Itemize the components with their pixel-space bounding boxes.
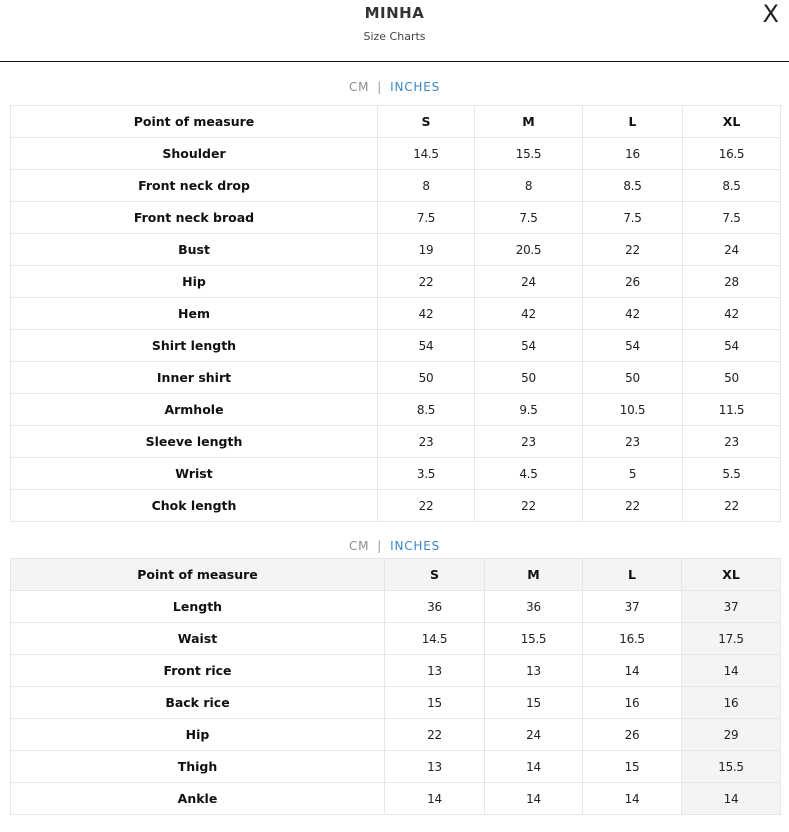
measure-value: 15.5 bbox=[475, 138, 583, 170]
unit-inches-link[interactable]: INCHES bbox=[390, 80, 441, 94]
measure-value: 54 bbox=[683, 330, 781, 362]
measure-value: 22 bbox=[583, 234, 683, 266]
measure-value: 14 bbox=[485, 751, 583, 783]
table-row bbox=[11, 719, 781, 751]
measure-value: 15 bbox=[485, 687, 583, 719]
measure-value: 28 bbox=[683, 266, 781, 298]
measure-value: 10.5 bbox=[583, 394, 683, 426]
measure-value: 42 bbox=[475, 298, 583, 330]
table-row bbox=[11, 490, 781, 522]
column-header-size: L bbox=[583, 559, 682, 591]
modal-header bbox=[0, 0, 789, 62]
measure-value: 19 bbox=[378, 234, 475, 266]
measure-value: 23 bbox=[475, 426, 583, 458]
measure-value: 36 bbox=[485, 591, 583, 623]
table-row bbox=[11, 623, 781, 655]
measure-value: 16 bbox=[583, 138, 683, 170]
table-row bbox=[11, 687, 781, 719]
page-subtitle: Size Charts bbox=[363, 30, 426, 43]
measure-value: 7.5 bbox=[378, 202, 475, 234]
measure-value: 15 bbox=[583, 751, 682, 783]
measure-value: 13 bbox=[385, 751, 485, 783]
table-row bbox=[11, 202, 781, 234]
column-header-size: M bbox=[475, 106, 583, 138]
measure-value: 8 bbox=[475, 170, 583, 202]
measure-label: Inner shirt bbox=[11, 362, 378, 394]
column-header-measure: Point of measure bbox=[11, 106, 378, 138]
measure-value: 22 bbox=[378, 266, 475, 298]
table-row bbox=[11, 655, 781, 687]
unit-cm-link[interactable]: CM bbox=[348, 539, 370, 553]
table-row bbox=[11, 266, 781, 298]
measure-value: 15 bbox=[385, 687, 485, 719]
measure-label: Front neck broad bbox=[11, 202, 378, 234]
measure-value: 26 bbox=[583, 719, 682, 751]
measure-value: 15.5 bbox=[485, 623, 583, 655]
measure-label: Thigh bbox=[11, 751, 385, 783]
measure-value: 4.5 bbox=[475, 458, 583, 490]
unit-toggle bbox=[0, 75, 789, 99]
measure-value: 8 bbox=[378, 170, 475, 202]
measure-label: Bust bbox=[11, 234, 378, 266]
measure-value: 15.5 bbox=[682, 751, 781, 783]
measure-value: 14 bbox=[682, 655, 781, 687]
measure-label: Hem bbox=[11, 298, 378, 330]
measure-value: 14 bbox=[583, 655, 682, 687]
measure-value: 8.5 bbox=[683, 170, 781, 202]
column-header-measure: Point of measure bbox=[11, 559, 385, 591]
size-chart-table-bottom bbox=[10, 558, 781, 815]
table-row bbox=[11, 362, 781, 394]
measure-value: 14.5 bbox=[385, 623, 485, 655]
unit-inches-link[interactable]: INCHES bbox=[390, 539, 441, 553]
size-chart-table-top bbox=[10, 105, 781, 522]
measure-value: 24 bbox=[485, 719, 583, 751]
unit-separator: | bbox=[377, 539, 383, 553]
measure-label: Armhole bbox=[11, 394, 378, 426]
measure-value: 23 bbox=[583, 426, 683, 458]
measure-label: Length bbox=[11, 591, 385, 623]
close-icon[interactable]: X bbox=[762, 0, 779, 28]
unit-toggle bbox=[0, 534, 789, 558]
measure-value: 5.5 bbox=[683, 458, 781, 490]
measure-value: 42 bbox=[583, 298, 683, 330]
column-header-size: M bbox=[485, 559, 583, 591]
measure-value: 16.5 bbox=[583, 623, 682, 655]
measure-value: 22 bbox=[385, 719, 485, 751]
table-row bbox=[11, 458, 781, 490]
measure-value: 24 bbox=[683, 234, 781, 266]
table-row bbox=[11, 591, 781, 623]
measure-value: 7.5 bbox=[475, 202, 583, 234]
table-row bbox=[11, 298, 781, 330]
measure-value: 9.5 bbox=[475, 394, 583, 426]
measure-value: 14.5 bbox=[378, 138, 475, 170]
measure-value: 24 bbox=[475, 266, 583, 298]
measure-value: 13 bbox=[385, 655, 485, 687]
measure-value: 13 bbox=[485, 655, 583, 687]
measure-value: 22 bbox=[583, 490, 683, 522]
measure-label: Chok length bbox=[11, 490, 378, 522]
measure-value: 54 bbox=[378, 330, 475, 362]
table-row bbox=[11, 783, 781, 815]
measure-label: Front neck drop bbox=[11, 170, 378, 202]
measure-value: 26 bbox=[583, 266, 683, 298]
measure-label: Shoulder bbox=[11, 138, 378, 170]
measure-label: Wrist bbox=[11, 458, 378, 490]
measure-value: 36 bbox=[385, 591, 485, 623]
table-row bbox=[11, 138, 781, 170]
measure-value: 22 bbox=[475, 490, 583, 522]
table-row bbox=[11, 170, 781, 202]
column-header-size: L bbox=[583, 106, 683, 138]
measure-value: 14 bbox=[682, 783, 781, 815]
brand-title: MINHA bbox=[364, 4, 425, 22]
measure-value: 22 bbox=[683, 490, 781, 522]
measure-value: 54 bbox=[475, 330, 583, 362]
measure-value: 50 bbox=[378, 362, 475, 394]
table-header-row bbox=[11, 106, 781, 138]
measure-value: 20.5 bbox=[475, 234, 583, 266]
measure-value: 11.5 bbox=[683, 394, 781, 426]
measure-label: Front rice bbox=[11, 655, 385, 687]
measure-value: 17.5 bbox=[682, 623, 781, 655]
measure-value: 50 bbox=[475, 362, 583, 394]
table-row bbox=[11, 234, 781, 266]
measure-value: 14 bbox=[485, 783, 583, 815]
measure-value: 42 bbox=[378, 298, 475, 330]
measure-value: 29 bbox=[682, 719, 781, 751]
measure-value: 37 bbox=[682, 591, 781, 623]
measure-value: 50 bbox=[583, 362, 683, 394]
column-header-size: S bbox=[385, 559, 485, 591]
table-row bbox=[11, 394, 781, 426]
measure-label: Back rice bbox=[11, 687, 385, 719]
measure-value: 3.5 bbox=[378, 458, 475, 490]
measure-value: 50 bbox=[683, 362, 781, 394]
measure-value: 8.5 bbox=[583, 170, 683, 202]
measure-value: 7.5 bbox=[683, 202, 781, 234]
measure-label: Hip bbox=[11, 266, 378, 298]
table-row bbox=[11, 751, 781, 783]
measure-label: Sleeve length bbox=[11, 426, 378, 458]
measure-label: Hip bbox=[11, 719, 385, 751]
measure-label: Waist bbox=[11, 623, 385, 655]
table-row bbox=[11, 426, 781, 458]
measure-label: Shirt length bbox=[11, 330, 378, 362]
measure-value: 8.5 bbox=[378, 394, 475, 426]
measure-value: 16 bbox=[682, 687, 781, 719]
measure-value: 23 bbox=[378, 426, 475, 458]
measure-value: 16 bbox=[583, 687, 682, 719]
measure-value: 5 bbox=[583, 458, 683, 490]
column-header-size: S bbox=[378, 106, 475, 138]
measure-value: 14 bbox=[583, 783, 682, 815]
measure-value: 16.5 bbox=[683, 138, 781, 170]
table-header-row bbox=[11, 559, 781, 591]
measure-label: Ankle bbox=[11, 783, 385, 815]
measure-value: 14 bbox=[385, 783, 485, 815]
unit-separator: | bbox=[377, 80, 383, 94]
measure-value: 7.5 bbox=[583, 202, 683, 234]
measure-value: 22 bbox=[378, 490, 475, 522]
table-row bbox=[11, 330, 781, 362]
measure-value: 42 bbox=[683, 298, 781, 330]
measure-value: 23 bbox=[683, 426, 781, 458]
measure-value: 54 bbox=[583, 330, 683, 362]
column-header-size: XL bbox=[682, 559, 781, 591]
measure-value: 37 bbox=[583, 591, 682, 623]
unit-cm-link[interactable]: CM bbox=[348, 80, 370, 94]
column-header-size: XL bbox=[683, 106, 781, 138]
